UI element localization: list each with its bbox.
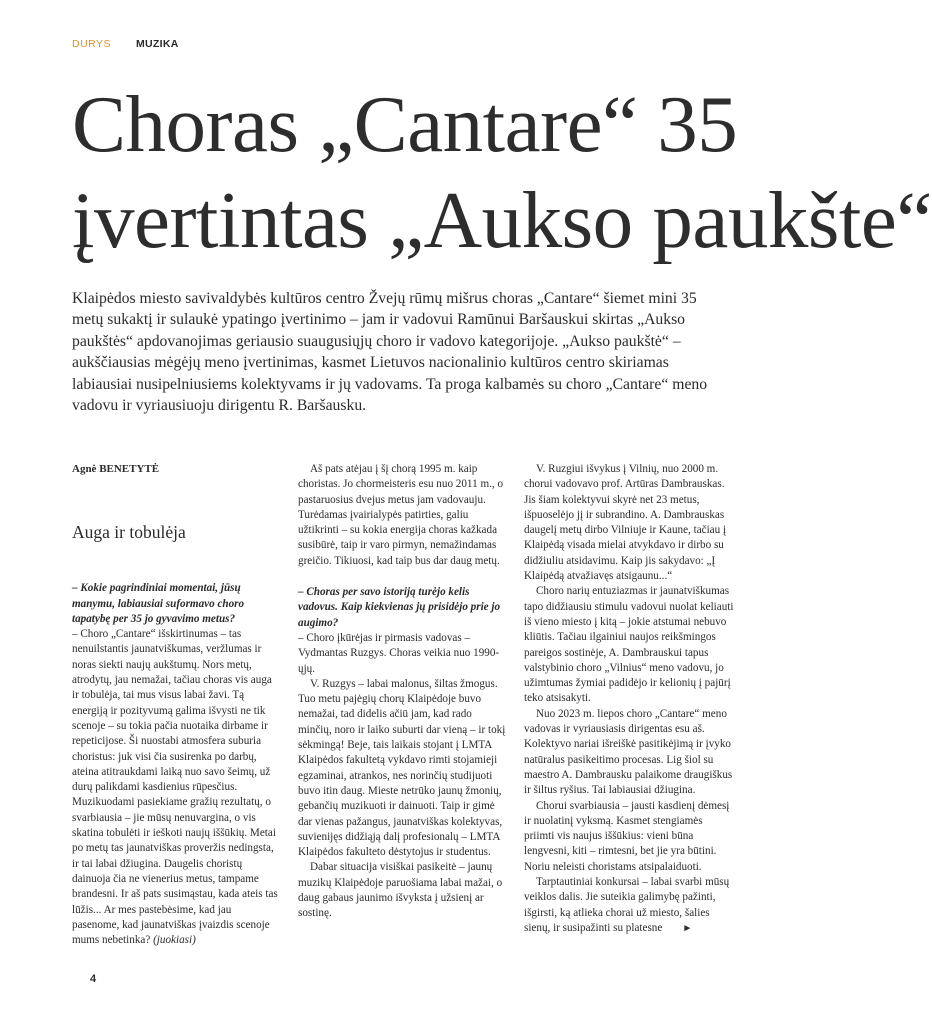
body-paragraph: Tarptautiniai konkursai – labai svarbi mūsų veiklos dalis. Jie suteikia galimybę pažinti, išgirsti, ką atlieka chorai už miesto, šalies sienų, ir susipažinti su platesne ►	[524, 875, 734, 936]
title-line-2: įvertintas „Aukso paukšte“	[72, 175, 932, 265]
body-paragraph: V. Ruzgys – labai malonus, šiltas žmogus. Tuo metu pajėgių chorų Klaipėdoje buvo nemažai, tad didelis ačiū jam, kad rado minčių, noro ir laiko suburti dar vieną – ir tokį sėkmingą! Beje, tais laikais stojant į LMTA Klaipėdos fakultetą vykdavo rimti stojamieji egzaminai, atrankos, nes norinčių studijuoti buvo itin daug. Mieste netrūko jaunų žmonių, gebančių muzikuoti ir dainuoti. Taip ir gimė dar vienas pažangus, jaunatviškas kolektyvas, suvienijęs didžiąją dalį profesionalų – LMTA Klaipėdos fakulteto dėstytojus ir studentus.	[298, 677, 506, 859]
title-line-1: Choras „Cantare“ 35	[72, 79, 738, 169]
interview-answer: – Choro įkūrėjas ir pirmasis vadovas – Vydmantas Ruzgys. Choras veikia nuo 1990-ųjų.	[298, 631, 500, 675]
section-label: DURYS	[72, 38, 112, 50]
lead-paragraph	[72, 288, 732, 416]
author-byline: Agnė BENETYTĖ	[72, 463, 160, 475]
body-paragraph: Choro narių entuziazmas ir jaunatviškumas tapo didžiausiu stimulu vadovui nuolat keliauti iš vieno miesto į kitą – jokie atstumai nebuvo kliūtis. Tačiau ilgainiui naujos reikšmingos pareigos sostinėje, A. Dambrauskui tapus valstybinio choro „Vilnius“ meno vadovu, jo užimtumas žymiai padidėjo ir kelionių į pajūrį teko atsisakyti.	[524, 585, 734, 705]
laugh-aside: (juokiasi)	[153, 934, 196, 947]
page-number: 4	[90, 973, 97, 985]
interview-question: – Choras per savo istoriją turėjo kelis vadovus. Kaip kiekvienas jų prisidėjo prie jo augimo?	[298, 586, 501, 629]
section-subheading: Auga ir tobulėja	[72, 522, 186, 543]
body-paragraph: Nuo 2023 m. liepos choro „Cantare“ meno vadovas ir vyriausiasis dirigentas esu aš. Kolektyvo nariai išreiškė pasitikėjimą ir įvyko natūralus pasikeitimo procesas. Lig šiol su maestro A. Dambrausku palaikome draugiškus ir šiltus ryšius. Tai labiausiai džiugina.	[524, 707, 733, 797]
interview-answer: – Choro „Cantare“ išskirtinumas – tas nenuilstantis jaunatviškumas, veržlumas ir noras siekti naujų aukštumų. Nors metų, atrodytų, jau nemažai, tačiau choras vis auga ir tobulėja, tai mus visus labai žavi. Tą energiją ir pozityvumą galima išvysti ne tik scenoje – su tokia pačia nuotaika dirbame ir repeticijose. Ši nuostabi atmosfera suburia choristus: juk visi čia susirenka po darbų, ateina atitraukdami laiką nuo savo šeimų, už durų palikdami kasdienius rūpesčius. Muzikuodami pasiekiame gražių rezultatų, o svarbiausia – jie mūsų nenuvargina, o vis skatina tobulėti ir ieškoti naujų iššūkių. Metai po metų tas jaunatviškas proveržis nedingsta, ir tai labai džiugina. Daugelis choristų dainuoja čia ne vienerius metus, tampame brandesni. Ir aš pats susimąstau, kada ateis tas lūžis... Ar mes pastebėsime, kad jau pasenome, kad jaunatviškas įvaizdis scenoje mums nebetinka? (juokiasi)	[72, 628, 278, 947]
lead-text: Klaipėdos miesto savivaldybės kultūros centro Žvejų rūmų mišrus choras „Cantare“ šiemet mini 35 metų sukaktį ir sulaukė ypatingo įvertinimo – jam ir vadovui Ramūnui Baršauskui skirtas „Aukso paukštės“ apdovanojimas geriausio suaugusiųjų choro ir vadovo kategorijoje. „Aukso paukštė“ – aukščiausias mėgėjų meno įvertinimas, kasmet Lietuvos nacionalinio kultūros centro skiriamas labiausiai nusipelniusiems kolektyvams ir jų vadovams. Ta proga kalbamės su choro „Cantare“ meno vadovu ir vyriausiuoju dirigentu R. Baršausku.	[72, 290, 708, 415]
continue-arrow-icon: ►	[682, 922, 693, 934]
body-paragraph: Aš pats atėjau į šį chorą 1995 m. kaip choristas. Jo chormeisteris esu nuo 2011 m., o pastaruosius dvejus metus jam vadovauju. Turėdamas įvairialypės patirties, galiu užtikrinti – su kokia energija choras kažkada susibūrė, taip ir varo pirmyn, nemažindamas greičio. Tikiuosi, kad taip bus dar daug metų.	[298, 463, 504, 567]
article-title	[72, 76, 932, 268]
body-paragraph: V. Ruzgiui išvykus į Vilnių, nuo 2000 m. chorui vadovavo prof. Artūras Dambrauskas. Jis šiam kolektyvui skyrė net 23 metus, išpuoselėjo jį ir subrandino. A. Dambrauskas daugelį metų dirbo Vilniuje ir Kaune, tačiau į Klaipėdą visada mielai atvykdavo ir dirbo su didžiuliu atsidavimu. Kaip jis sakydavo: „Į Klaipėdą atvažiavęs atsigaunu...“	[524, 463, 727, 583]
column-3	[524, 462, 734, 936]
topic-label: MUZIKA	[136, 38, 179, 50]
body-paragraph: Chorui svarbiausia – jausti kasdienį dėmesį ir nuolatinį vyksmą. Kasmet stengiamės priimti vis naujus iššūkius: vieni būna lengvesni, kiti – rimtesni, bet jie yra būtini. Noriu neleisti choristams atsipalaiduoti.	[524, 799, 730, 873]
column-2	[298, 462, 508, 922]
column-1	[72, 462, 280, 948]
body-paragraph: Dabar situacija visiškai pasikeitė – jaunų muzikų Klaipėdoje paruošiama labai mažai, o daug gabaus jaunimo išvyksta į užsienį ar sostinę.	[298, 861, 503, 920]
running-header	[72, 38, 179, 50]
interview-question: – Kokie pagrindiniai momentai, jūsų manymu, labiausiai suformavo choro tapatybę per 35 jo gyvavimo metus?	[72, 582, 245, 625]
